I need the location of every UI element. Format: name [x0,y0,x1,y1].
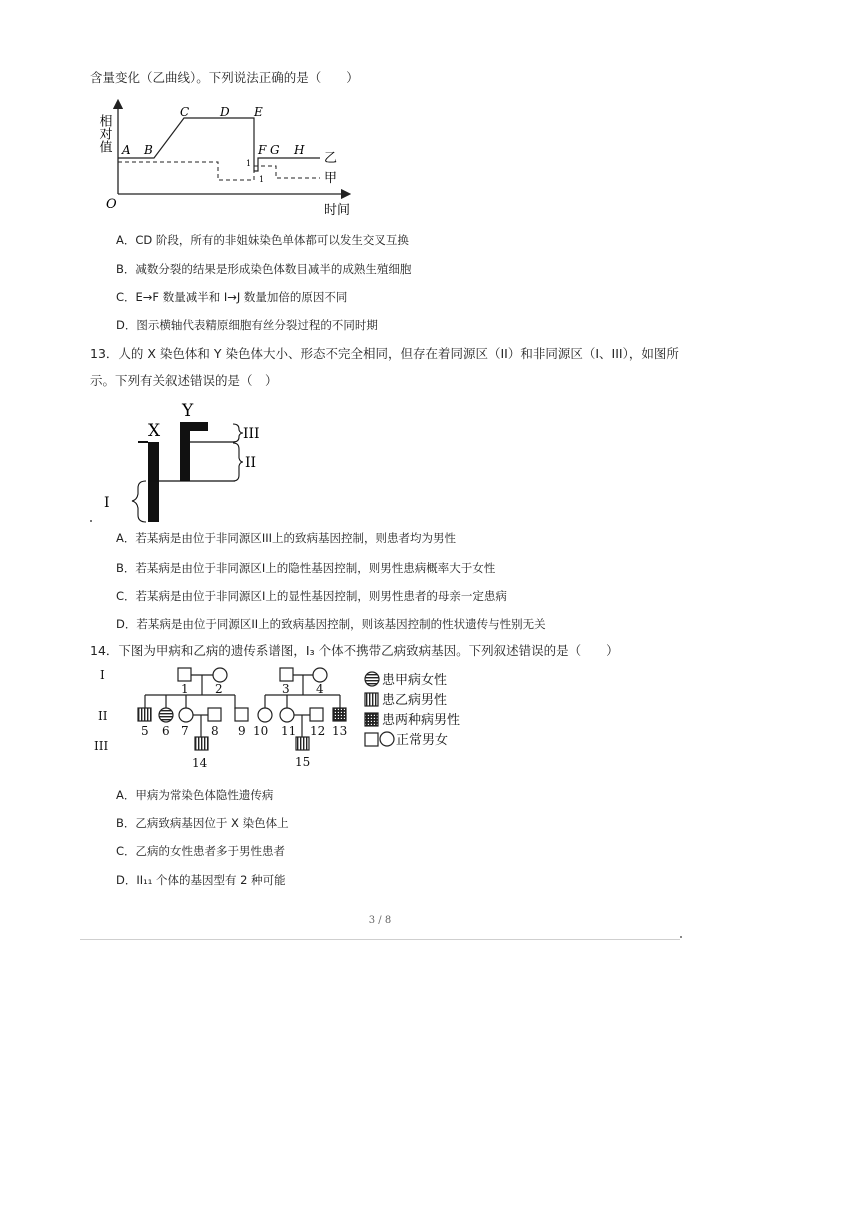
q13-option-c: C．若某病是由位于非同源区I上的显性基因控制，则男性患者的母亲一定患病 [116,589,507,603]
num-11: 11 [281,724,297,738]
point-F: F [258,143,267,157]
individual-5 [138,708,151,721]
legend-jia-female: 患甲病女性 [382,673,448,688]
region-II-label: II [245,455,257,471]
individual-4 [313,668,327,682]
q14-option-d: D．II₁₁ 个体的基因型有 2 种可能 [116,873,286,887]
brace-III [233,424,243,442]
q14-option-c: C．乙病的女性患者多于男性患者 [116,844,286,858]
point-E: E [254,105,263,119]
brace-I [132,481,146,522]
num-3: 3 [282,682,290,696]
individual-11 [280,708,294,722]
num-9: 9 [238,724,246,738]
legend-yi-male-icon [365,693,378,706]
num-12: 12 [310,724,326,738]
individual-10 [258,708,272,722]
point-B: B [144,143,153,157]
q13-stem-line2: 示。下列有关叙述错误的是（ ） [90,373,278,388]
q13-xy-diagram [90,400,270,525]
individual-13 [333,708,346,721]
individual-1 [178,668,191,681]
num-4: 4 [316,682,324,696]
individual-2 [213,668,227,682]
legend-normal: 正常男女 [396,733,449,748]
point-G: G [270,143,280,157]
legend-both-male-icon [365,713,378,726]
individual-3 [280,668,293,681]
footer-mark [680,936,682,938]
num-6: 6 [162,724,170,738]
curve-jia-label: 甲 [324,171,338,186]
origin-label: O [106,197,117,212]
legend-yi-male: 患乙病男性 [382,693,448,708]
q13-option-a: A．若某病是由位于非同源区III上的致病基因控制，则患者均为男性 [116,531,457,545]
individual-7 [179,708,193,722]
region-III-label: III [243,426,260,442]
legend-both-male: 患两种病男性 [382,713,461,728]
num-2: 2 [215,682,223,696]
page-number: 3 / 8 [368,915,392,926]
num-10: 10 [253,724,269,738]
y-axis-label: 相对值 [96,114,112,153]
num-7: 7 [181,724,189,738]
q14-pedigree [90,665,490,775]
curve-jia [118,162,320,180]
region-I-label: I [104,495,110,511]
legend-jia-female-icon [365,672,379,686]
legend-normal-male-icon [365,733,378,746]
q12-option-d: D．图示横轴代表精原细胞有丝分裂过程的不同时期 [116,318,378,332]
point-A: A [122,143,131,157]
curve-yi-label: 乙 [324,151,338,166]
q12-graph [88,96,368,226]
individual-14 [195,737,208,750]
individual-12 [310,708,323,721]
generation-I-label: I [100,668,105,682]
num-5: 5 [141,724,149,738]
q12-intro: 含量变化（乙曲线）。下列说法正确的是（ ） [90,70,359,85]
legend-normal-female-icon [380,732,394,746]
y-chromosome-label: Y [182,401,194,421]
q14-stem: 14．下图为甲病和乙病的遗传系谱图，I₃ 个体不携带乙病致病基因。下列叙述错误的是（ ） [90,643,619,658]
x-chromosome [148,442,159,522]
footer-divider [80,939,680,940]
q12-option-a: A．CD 阶段，所有的非姐妹染色单体都可以发生交叉互换 [116,233,409,247]
num-8: 8 [211,724,219,738]
tick-label-2: 1 [259,175,265,184]
num-15: 15 [295,755,311,769]
tick-label-1: 1 [246,159,252,168]
point-C: C [180,105,190,119]
q14-option-a: A．甲病为常染色体隐性遗传病 [116,788,274,802]
point-H: H [294,143,305,157]
point-D: D [220,105,230,119]
q13-option-b: B．若某病是由位于非同源区I上的隐性基因控制，则男性患病概率大于女性 [116,561,496,575]
y-chromosome [180,422,190,481]
generation-III-label: III [94,739,109,753]
q13-option-d: D．若某病是由位于同源区II上的致病基因控制，则该基因控制的性状遗传与性别无关 [116,617,546,631]
brace-II [233,443,243,481]
q12-option-b: B．减数分裂的结果是形成染色体数目减半的成熟生殖细胞 [116,262,412,276]
generation-II-label: II [98,709,108,723]
individual-9 [235,708,248,721]
num-1: 1 [181,682,189,696]
q14-option-b: B．乙病致病基因位于 X 染色体上 [116,816,289,830]
num-14: 14 [192,756,208,770]
individual-15 [296,737,309,750]
individual-6 [159,708,173,722]
num-13: 13 [332,724,348,738]
q13-stem-line1: 13．人的 X 染色体和 Y 染色体大小、形态不完全相同，但存在着同源区（II）和非同源区（I、III），如图所 [90,346,679,361]
q12-option-c: C．E→F 数量减半和 I→J 数量加倍的原因不同 [116,290,348,304]
individual-8 [208,708,221,721]
x-axis-label: 时间 [324,203,351,218]
x-chromosome-label: X [148,421,161,441]
